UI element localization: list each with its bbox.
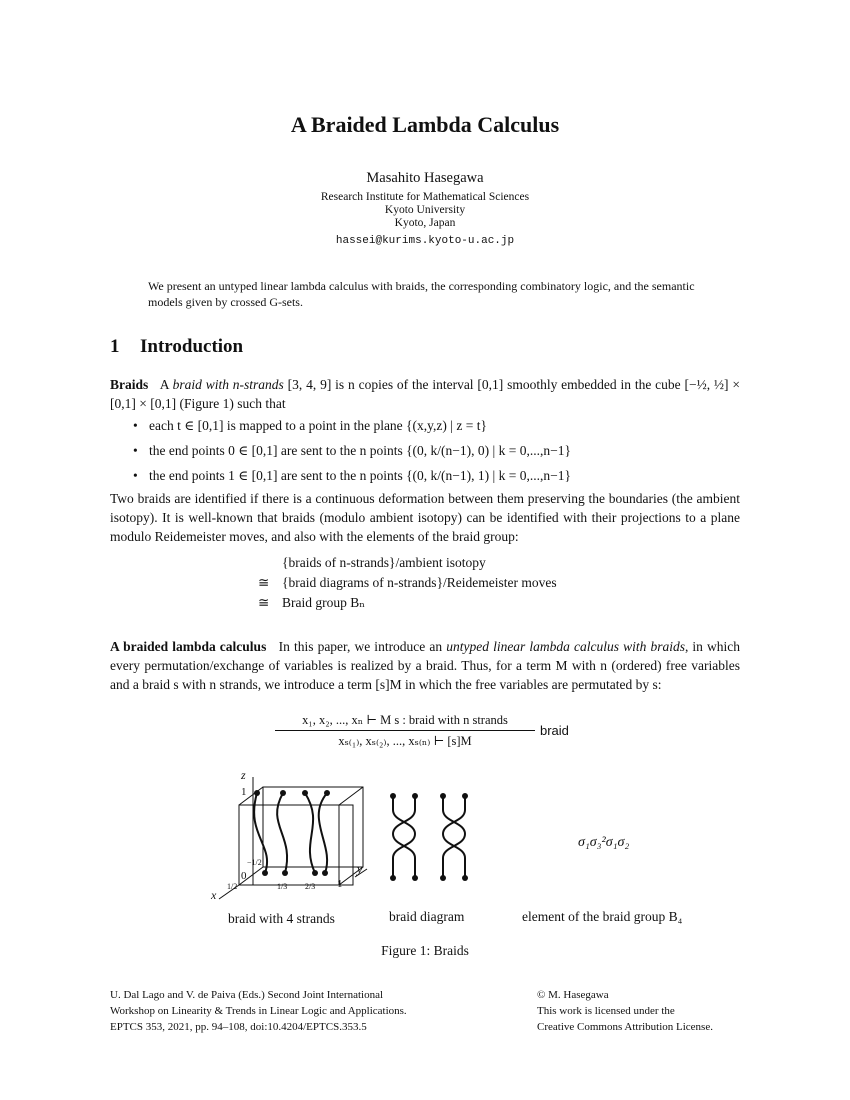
paragraph-emphasis: braid with n-strands bbox=[172, 377, 284, 392]
affiliation-line: Research Institute for Mathematical Sciences bbox=[320, 191, 530, 203]
braid-group-expression: σ₁σ₃²σ₁σ₂ bbox=[578, 835, 630, 850]
rule-conclusion: xₛ₍₁₎, xₛ₍₂₎, ..., xₛ₍ₙ₎ ⊢ [s]M bbox=[338, 734, 472, 748]
braid-endpoint bbox=[282, 870, 288, 876]
section-number: 1 bbox=[110, 336, 120, 357]
section-heading bbox=[110, 336, 243, 358]
tick-label: 1/2 bbox=[227, 882, 238, 891]
tick-label: 2/3 bbox=[305, 882, 316, 891]
rule-name: braid bbox=[540, 723, 569, 738]
figure-subcaption: braid diagram bbox=[389, 909, 465, 924]
abstract: We present an untyped linear lambda calculus with braids, the corresponding combinatory logic, and the semantic models given by crossed G-sets. bbox=[148, 279, 695, 309]
author-name: Masahito Hasegawa bbox=[366, 170, 484, 186]
braid-endpoint bbox=[254, 790, 260, 796]
paragraph-emphasis: untyped linear lambda calculus with braids bbox=[446, 639, 685, 654]
axis-label: y bbox=[357, 862, 363, 876]
paragraph-text: A bbox=[159, 377, 173, 392]
cube-edge bbox=[339, 787, 363, 805]
braid-diagram-figure bbox=[385, 790, 480, 885]
rule-line bbox=[275, 730, 535, 731]
calculus-paragraph bbox=[110, 637, 740, 694]
braid-endpoint bbox=[440, 793, 446, 799]
tick-label: 1 bbox=[241, 786, 247, 798]
braid-3d-figure bbox=[205, 765, 375, 905]
footer-left: U. Dal Lago and V. de Paiva (Eds.) Second Joint International Workshop on Linearity & Trends in Linear Logic and Applications. EPTCS 353, 2021, pp. 94–108, doi:10.4204/EPTCS.353.5 bbox=[110, 989, 407, 1033]
paragraph-text: In this paper, we introduce an bbox=[278, 639, 447, 654]
braid-endpoint bbox=[390, 875, 396, 881]
equivalence-list bbox=[258, 553, 557, 613]
braid-endpoint bbox=[412, 875, 418, 881]
section-title: Introduction bbox=[140, 336, 244, 357]
paragraph-text: [3, 4, 9] is n copies of the interval [0,1] smoothly embedded in the cube [−½, ½] × [0,1] × [0,1] (Figure 1) such that bbox=[110, 377, 740, 411]
tick-label: −1/2 bbox=[247, 858, 262, 867]
paragraph-heading: A braided lambda calculus bbox=[110, 639, 267, 654]
tick-label: 1/3 bbox=[277, 882, 288, 891]
braid-endpoint bbox=[312, 870, 318, 876]
list-item: • the end points 0 ∈ [0,1] are sent to the n points {(0, k/(n−1), 0) | k = 0,...,n−1} bbox=[133, 438, 733, 463]
figure-caption: Figure 1: Braids bbox=[381, 943, 469, 958]
figure-subcaption: element of the braid group B₄ bbox=[522, 909, 683, 924]
equivalence-line: ≅ Braid group Bₙ bbox=[258, 595, 366, 610]
braid-strand bbox=[393, 796, 415, 878]
axis-label: x bbox=[211, 888, 217, 902]
braid-endpoint bbox=[390, 793, 396, 799]
equivalence-line: ≅ {braid diagrams of n-strands}/Reidemeister moves bbox=[258, 575, 557, 590]
braid-endpoint bbox=[280, 790, 286, 796]
braid-endpoint bbox=[462, 875, 468, 881]
footer-right: © M. Hasegawa This work is licensed under the Creative Commons Attribution License. bbox=[537, 989, 713, 1033]
braid-strand bbox=[443, 796, 465, 878]
axis-label: z bbox=[241, 768, 246, 782]
list-item: • the end points 1 ∈ [0,1] are sent to the n points {(0, k/(n−1), 1) | k = 0,...,n−1} bbox=[133, 463, 733, 488]
affiliation-line: Kyoto University bbox=[384, 204, 466, 216]
affiliation-line: Kyoto, Japan bbox=[394, 217, 456, 229]
braid-endpoint bbox=[412, 793, 418, 799]
tick-label: 0 bbox=[241, 870, 247, 882]
author-email[interactable]: hassei@kurims.kyoto-u.ac.jp bbox=[335, 235, 515, 247]
inference-rule bbox=[275, 712, 535, 749]
braid-endpoint bbox=[440, 875, 446, 881]
tick-label: 1 bbox=[337, 878, 343, 890]
paragraph-text: , in which every permutation/exchange of variables is realized by a braid. Thus, for a term M with n (ordered) free variables and a braid s with n strands, we introduce a term [s]M in which the free variables are permutated by s: bbox=[110, 639, 741, 692]
list-item: • each t ∈ [0,1] is mapped to a point in the plane {(x,y,z) | z = t} bbox=[133, 413, 733, 438]
equivalence-line: {braids of n-strands}/ambient isotopy bbox=[282, 555, 486, 570]
braid-endpoint bbox=[324, 790, 330, 796]
isotopy-paragraph: Two braids are identified if there is a continuous deformation between them preserving the boundaries (the ambient isotopy). It is well-known that braids (modulo ambient isotopy) can be identified with their projections to a plane modulo Reidemeister moves, and also with the elements of the braid group: bbox=[110, 491, 740, 544]
braid-endpoint bbox=[322, 870, 328, 876]
rule-premise: x₁, x₂, ..., xₙ ⊢ M s : braid with n strands bbox=[302, 713, 508, 727]
paragraph-heading: Braids bbox=[110, 377, 149, 392]
figure-subcaption: braid with 4 strands bbox=[228, 911, 335, 926]
paper-title: A Braided Lambda Calculus bbox=[290, 112, 560, 137]
braid-endpoint bbox=[462, 793, 468, 799]
braid-strand bbox=[443, 796, 465, 878]
braid-endpoint bbox=[302, 790, 308, 796]
bullet-list bbox=[133, 413, 733, 488]
braid-endpoint bbox=[262, 870, 268, 876]
braid-strand bbox=[393, 796, 415, 878]
braids-paragraph bbox=[110, 375, 740, 413]
